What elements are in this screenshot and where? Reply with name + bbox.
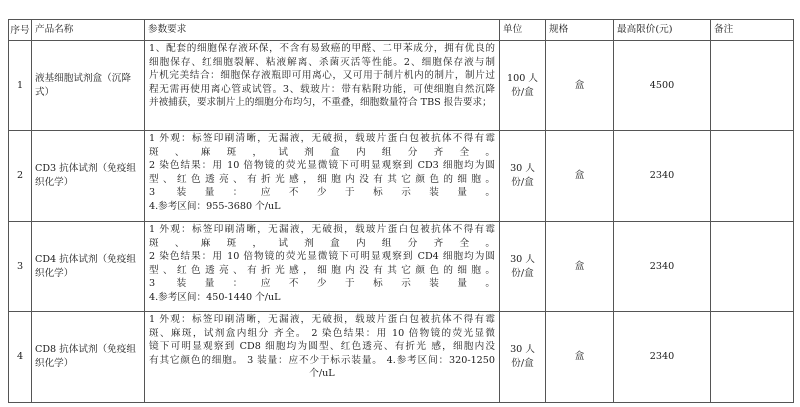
- row-spec: 盒: [546, 131, 614, 222]
- requirement-line: 1、配套的细胞保存液环保，不含有易致癌的甲醛、二甲苯成分，拥有优良的: [149, 43, 495, 54]
- row-requirements: [145, 131, 500, 222]
- row-unit: [500, 312, 546, 403]
- table-row: [9, 312, 794, 403]
- table-row: [9, 41, 794, 131]
- row-max-price: 2340: [614, 131, 711, 222]
- requirement-line: 程无需再使用离心管或试管。3、载玻片：带有粘附功能，可使细胞自然沉降: [149, 83, 495, 95]
- text-line: 式）: [35, 86, 55, 98]
- row-remark: [711, 222, 794, 312]
- requirement-line: 4.参考区间：955-3680 个/uL: [149, 200, 281, 212]
- row-no: 1: [9, 41, 32, 131]
- requirement-line: 2 染色结果：用 10 倍物镜的荧光显微镜下可明显观察到 CD3 细胞均为圆: [149, 160, 495, 172]
- text-line: CD4 抗体试剂（免疫组: [35, 253, 136, 265]
- text-line: 织化学）: [35, 267, 74, 279]
- row-product-name: [32, 222, 145, 312]
- requirement-line: 细胞保存、红细胞裂解、粘液解离、杀菌灭活等性能。2、细胞保存液与制: [149, 56, 495, 68]
- header-row: [9, 20, 794, 41]
- row-unit: [500, 222, 546, 312]
- text-line: 液基细胞试剂盒（沉降: [35, 72, 131, 84]
- requirement-line: 1 外观：标签印刷清晰，无漏液，无破损，载玻片蛋白包被抗体不得有霉: [149, 314, 495, 325]
- text-line: CD3 抗体试剂（免疫组: [35, 163, 136, 175]
- requirement-line: 镜下可明显观察到 CD8 细胞均为圆型、红色透亮、有折光 感，细胞内没: [149, 341, 495, 353]
- header-spec: 规格: [546, 20, 614, 41]
- row-requirements: [145, 41, 500, 131]
- row-max-price: 2340: [614, 312, 711, 403]
- row-remark: [711, 312, 794, 403]
- requirement-line: 斑、麻斑，试剂盒内组分 齐全。 2 染色结果：用 10 倍物镜的荧光显微: [149, 327, 495, 339]
- row-product-name: [32, 131, 145, 222]
- text-line: 100 人: [507, 72, 538, 84]
- text-line: 份/盒: [511, 86, 534, 98]
- header-name: 产品名称: [32, 20, 145, 41]
- header-no: 序号: [9, 20, 32, 41]
- text-line: 织化学）: [35, 177, 74, 188]
- row-product-name: [32, 312, 145, 403]
- row-requirements: [145, 222, 500, 312]
- row-no: 2: [9, 131, 32, 222]
- requirement-line: 型、红色透亮、有折光感，细胞内没有其它颜色的细胞。: [149, 173, 495, 185]
- text-line: CD8 抗体试剂（免疫组: [35, 344, 136, 356]
- row-no: 4: [9, 312, 32, 403]
- row-spec: 盒: [546, 222, 614, 312]
- requirement-line: 有其它颜色的细胞。 3 装量：应不少于标示装量。 4.参考区间：320-1250: [149, 354, 495, 366]
- row-spec: 盒: [546, 41, 614, 131]
- product-spec-table: [8, 19, 794, 403]
- requirement-line: 3 装量：应不少于标示装量。: [149, 278, 495, 290]
- row-max-price: 4500: [614, 41, 711, 131]
- requirement-line: 3 装量：应不少于标示装量。: [149, 187, 495, 199]
- table-row: [9, 222, 794, 312]
- requirement-line: 斑、麻斑，试剂盒内组分齐全。: [149, 146, 495, 158]
- requirement-line: 片机完美结合：细胞保存液瓶即可用离心，又可用于制片机内的制片，制片过: [149, 70, 495, 82]
- text-line: 30 人: [510, 253, 535, 265]
- header-unit: 单位: [500, 20, 546, 41]
- header-requirements: 参数要求: [145, 20, 500, 41]
- row-product-name: [32, 41, 145, 131]
- row-max-price: 2340: [614, 222, 711, 312]
- row-remark: [711, 41, 794, 131]
- requirement-line: 个/uL: [309, 368, 335, 380]
- row-unit: [500, 41, 546, 131]
- requirement-line: 2 染色结果：用 10 倍物镜的荧光显微镜下可明显观察到 CD4 细胞均为圆: [149, 251, 495, 263]
- row-spec: 盒: [546, 312, 614, 403]
- row-unit: [500, 131, 546, 222]
- row-no: 3: [9, 222, 32, 312]
- requirement-line: 4.参考区间：450-1440 个/uL: [149, 291, 281, 303]
- text-line: 织化学）: [35, 358, 74, 369]
- requirement-line: 1 外观：标签印刷清晰，无漏液，无破损，载玻片蛋白包被抗体不得有霉: [149, 224, 495, 235]
- text-line: 份/盒: [511, 267, 534, 279]
- text-line: 份/盒: [511, 177, 534, 188]
- row-remark: [711, 131, 794, 222]
- table-row: [9, 131, 794, 222]
- requirement-line: 斑、麻斑，试剂盒内组分齐全。: [149, 237, 495, 249]
- text-line: 份/盒: [511, 358, 534, 369]
- header-remark: 备注: [711, 20, 794, 41]
- requirement-line: 型、红色透亮、有折光感，细胞内没有其它颜色的细胞。: [149, 264, 495, 276]
- requirement-line: 并被捕获，要求制片上的细胞分布均匀，不重叠，细胞数量符合 TBS 报告要求；: [149, 97, 492, 109]
- text-line: 30 人: [510, 344, 535, 356]
- requirement-line: 1 外观：标签印刷清晰，无漏液，无破损，载玻片蛋白包被抗体不得有霉: [149, 133, 495, 144]
- table-body: [9, 41, 794, 403]
- header-max-price: 最高限价(元): [614, 20, 711, 41]
- row-requirements: [145, 312, 500, 403]
- text-line: 30 人: [510, 163, 535, 175]
